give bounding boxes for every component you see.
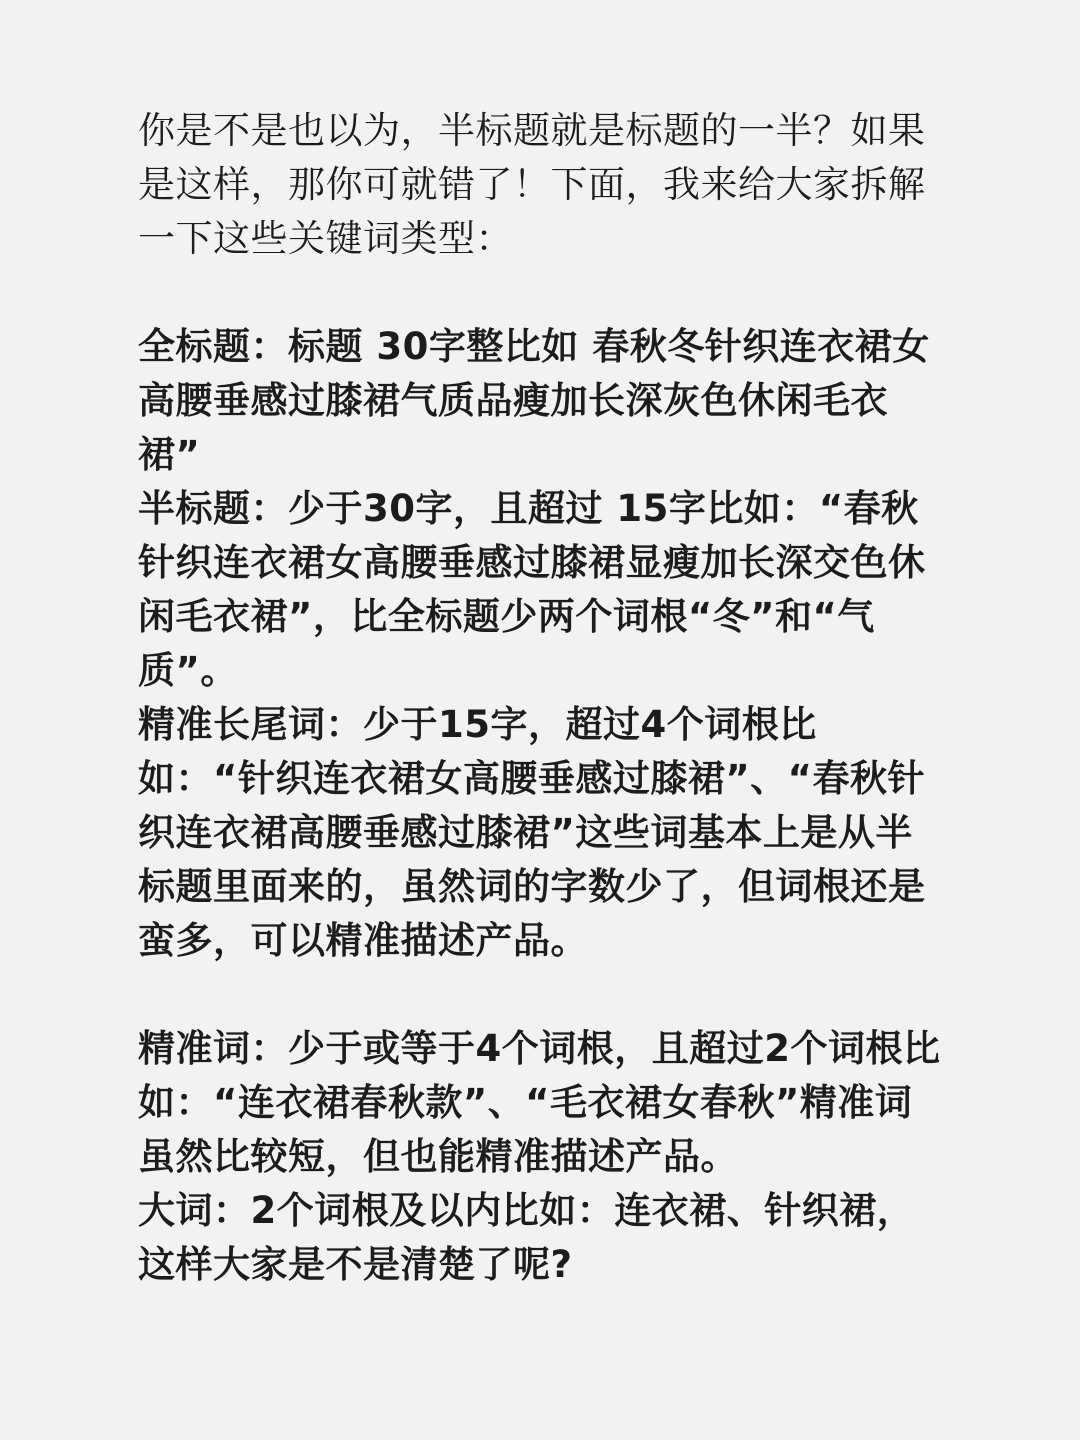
paragraph-gap — [138, 266, 948, 320]
big-word-paragraph: 大词：2个词根及以内比如：连衣裙、针织裙，这样大家是不是清楚了呢? — [138, 1189, 915, 1286]
intro-paragraph: 你是不是也以为，半标题就是标题的一半？如果是这样，那你可就错了！下面，我来给大家拆解一下这些关键词类型： — [138, 109, 926, 260]
full-title-paragraph: 全标题：标题 30字整比如 春秋冬针织连衣裙女高腰垂感过膝裙气质品瘦加长深灰色休闲毛衣裙” — [138, 325, 930, 476]
precise-long-tail-paragraph: 精准长尾词：少于15字，超过4个词根比如：“针织连衣裙女高腰垂感过膝裙”、“春秋针织连衣裙高腰垂感过膝裙”这些词基本上是从半标题里面来的，虽然词的字数少了，但词根还是蛮多，可以精准描述产品。 — [138, 703, 926, 962]
paragraph-gap — [138, 968, 948, 1022]
precise-word-paragraph: 精准词：少于或等于4个词根，且超过2个词根比如：“连衣裙春秋款”、“毛衣裙女春秋”精准词虽然比较短，但也能精准描述产品。 — [138, 1027, 941, 1178]
half-title-paragraph: 半标题：少于30字，且超过 15字比如：“春秋针织连衣裙女高腰垂感过膝裙显瘦加长深交色休闲毛衣裙”，比全标题少两个词根“冬”和“气质”。 — [138, 487, 926, 692]
note-body — [138, 104, 948, 1292]
